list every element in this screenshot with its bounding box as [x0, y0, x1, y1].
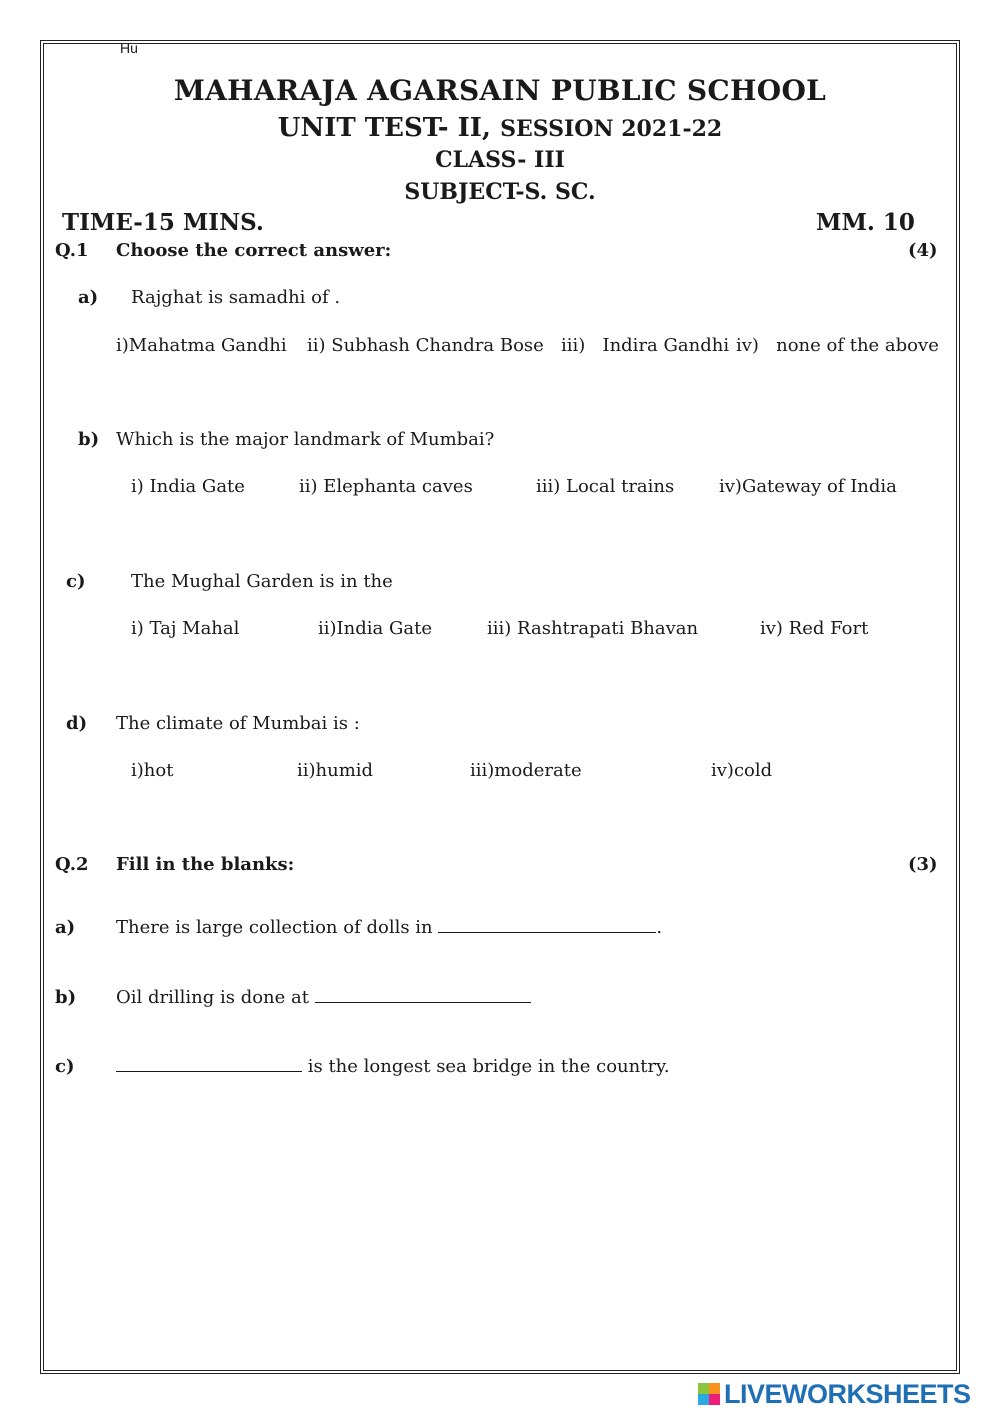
- time-label: TIME-15 MINS.: [62, 209, 264, 236]
- q1b-option-3[interactable]: iii) Local trains: [536, 476, 675, 497]
- q1b-option-2[interactable]: ii) Elephanta caves: [299, 476, 473, 497]
- q1a-option-4[interactable]: iv) none of the above: [736, 335, 939, 356]
- brand-name: LIVEWORKSHEETS: [724, 1379, 971, 1409]
- q2-title: Fill in the blanks:: [116, 854, 295, 875]
- school-name: MAHARAJA AGARSAIN PUBLIC SCHOOL: [173, 74, 827, 107]
- max-marks: MM. 10: [816, 209, 915, 236]
- class-label: CLASS- III: [435, 147, 565, 173]
- test-session: SESSION 2021-22: [500, 116, 723, 142]
- q1-number: Q.1: [55, 240, 89, 261]
- q1d-option-4[interactable]: iv)cold: [711, 760, 773, 781]
- q1d-option-3[interactable]: iii)moderate: [470, 760, 582, 781]
- q1c-option-4[interactable]: iv) Red Fort: [760, 618, 869, 639]
- q2a-letter: a): [55, 917, 76, 938]
- q1c-option-1[interactable]: i) Taj Mahal: [131, 618, 240, 639]
- q1-title: Choose the correct answer:: [116, 240, 392, 261]
- q1c-option-2[interactable]: ii)India Gate: [318, 618, 432, 639]
- q1b-option-4[interactable]: iv)Gateway of India: [719, 476, 897, 497]
- q2a-blank[interactable]: [438, 918, 656, 933]
- q2c-letter: c): [55, 1056, 75, 1077]
- q2b-blank[interactable]: [315, 988, 531, 1003]
- q2a-text-before: There is large collection of dolls in: [116, 917, 439, 938]
- q1c-letter: c): [66, 571, 86, 592]
- q2b-letter: b): [55, 987, 77, 1008]
- corner-note: Hu: [120, 40, 138, 56]
- liveworksheets-mark-icon: [698, 1383, 720, 1405]
- q1d-option-1[interactable]: i)hot: [131, 760, 174, 781]
- q1a-option-1[interactable]: i)Mahatma Gandhi: [116, 335, 287, 356]
- test-title: [0, 113, 1000, 143]
- q1d-option-2[interactable]: ii)humid: [297, 760, 374, 781]
- q1a-option-3[interactable]: iii) Indira Gandhi: [561, 335, 730, 356]
- q1a-option-2[interactable]: ii) Subhash Chandra Bose: [307, 335, 544, 356]
- q1b-option-1[interactable]: i) India Gate: [131, 476, 245, 497]
- q1b-letter: b): [78, 429, 100, 450]
- q2-number: Q.2: [55, 854, 89, 875]
- q2c-text-after: is the longest sea bridge in the country.: [302, 1056, 670, 1077]
- q1a-question: Rajghat is samadhi of .: [131, 287, 341, 308]
- q1a-letter: a): [78, 287, 99, 308]
- q2-marks: (3): [908, 854, 938, 875]
- q1c-question: The Mughal Garden is in the: [131, 571, 393, 592]
- liveworksheets-logo: [698, 1381, 971, 1407]
- q1b-question: Which is the major landmark of Mumbai?: [116, 429, 495, 450]
- subject-label: SUBJECT-S. SC.: [404, 179, 596, 205]
- q2c-blank[interactable]: [116, 1057, 302, 1072]
- q2a-text-after: .: [656, 917, 663, 938]
- q1d-letter: d): [66, 713, 88, 734]
- q2b-sentence: [116, 987, 531, 1008]
- q2a-sentence: [116, 917, 662, 938]
- q2c-sentence: [116, 1056, 670, 1077]
- q1d-question: The climate of Mumbai is :: [116, 713, 360, 734]
- test-main: UNIT TEST- II,: [277, 113, 491, 143]
- q2b-text-before: Oil drilling is done at: [116, 987, 315, 1008]
- q1-marks: (4): [908, 240, 938, 261]
- q1c-option-3[interactable]: iii) Rashtrapati Bhavan: [487, 618, 699, 639]
